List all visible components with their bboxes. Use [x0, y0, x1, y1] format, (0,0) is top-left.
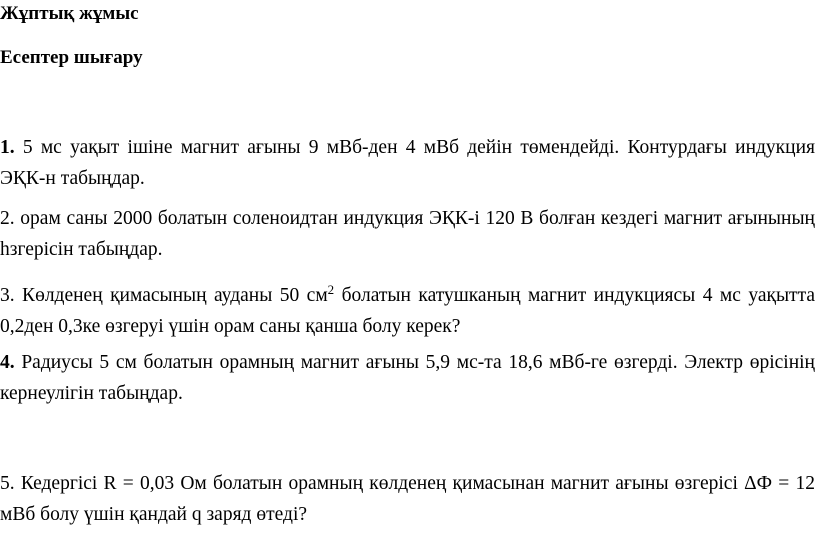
problem-number: 4.: [0, 352, 15, 373]
problem-1: [0, 132, 815, 194]
problem-2: [0, 203, 815, 265]
problem-text: Кедергісі R = 0,03 Ом болатын орамның көлденең қимасынан магнит ағыны өзгерісі ΔФ = 12 мВб болу үшін қандай q заряд өтеді?: [0, 473, 815, 525]
problem-number: 2.: [0, 208, 15, 229]
problem-3: [0, 280, 815, 342]
problem-number: 5.: [0, 473, 15, 494]
problem-number: 1.: [0, 137, 15, 158]
problem-text-continued: болатын катушканың магнит индукциясы 4 мс уақытта 0,2ден 0,3ке өзгеруі үшін орам саны қанша болу керек?: [0, 285, 815, 337]
problem-4: [0, 347, 815, 409]
problem-text: Радиусы 5 см болатын орамның магнит ағыны 5,9 мс-та 18,6 мВб-ге өзгерді. Электр өрісінің кернеулігін табыңдар.: [0, 352, 815, 404]
problem-text: орам саны 2000 болатын соленоидтан индукция ЭҚК-і 120 В болған кездегі магнит ағынының һзгерісін табыңдар.: [0, 208, 815, 260]
document-subtitle: Есептер шығару: [0, 47, 143, 68]
superscript: 2: [327, 282, 335, 297]
problem-text: Көлденең қимасының ауданы 50 см: [14, 285, 328, 306]
problem-text: 5 мс уақыт ішіне магнит ағыны 9 мВб-ден 4 мВб дейін төмендейді. Контурдағы индукция ЭҚК-н табыңдар.: [0, 137, 815, 189]
document-title: Жұптық жұмыс: [0, 3, 139, 24]
problem-number: 3.: [0, 285, 15, 306]
problem-5: [0, 468, 815, 530]
